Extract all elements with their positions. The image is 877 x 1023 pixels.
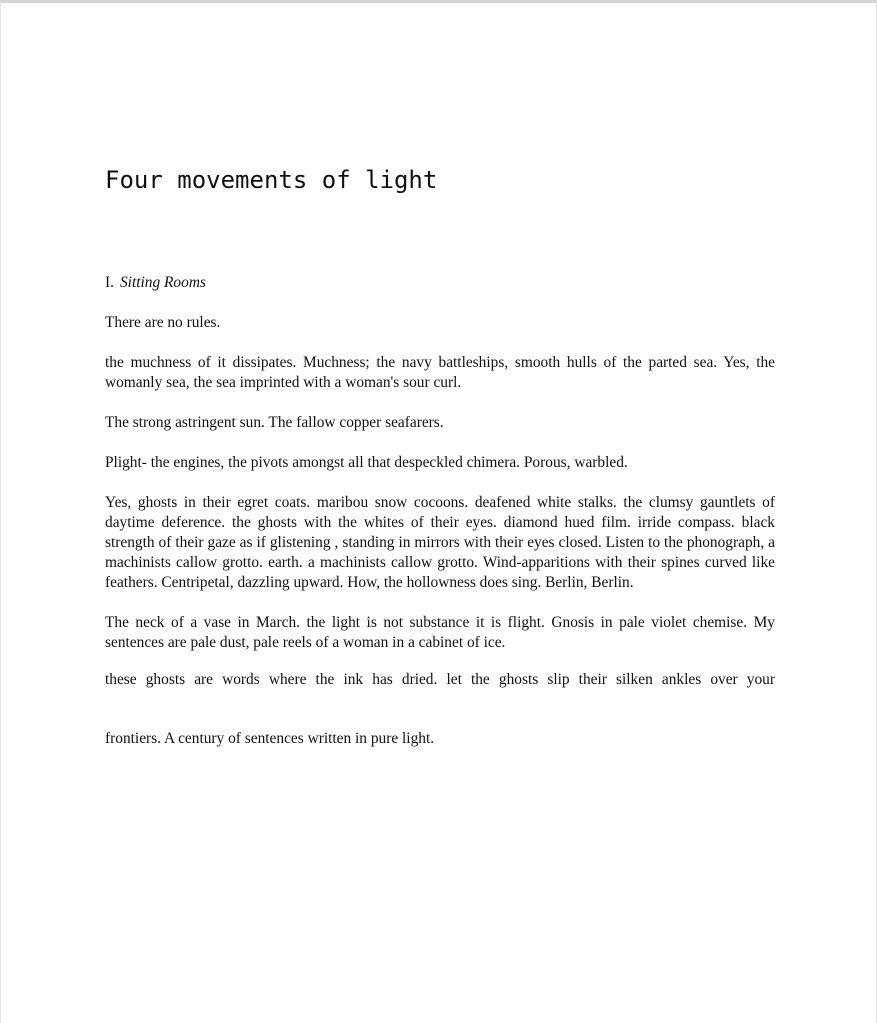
paragraph: these ghosts are words where the ink has dried. let the ghosts slip their silken ankles over your: [105, 671, 775, 688]
document-title: Four movements of light: [105, 166, 438, 194]
section-numeral: I.: [105, 274, 114, 291]
paragraph: the muchness of it dissipates. Muchness; the navy battleships, smooth hulls of the parted sea. Yes, the womanly sea, the sea imprinted with a woman's sour curl.: [105, 354, 775, 391]
paragraph: Plight- the engines, the pivots amongst all that despeckled chimera. Porous, warbled.: [105, 454, 628, 471]
paragraph: There are no rules.: [105, 314, 221, 331]
paragraph: frontiers. A century of sentences written in pure light.: [105, 730, 435, 747]
paragraph: The strong astringent sun. The fallow copper seafarers.: [105, 414, 444, 431]
section-heading: [105, 273, 775, 293]
document-body: [105, 273, 775, 749]
section-name: Sitting Rooms: [119, 274, 206, 291]
paragraph: Yes, ghosts in their egret coats. maribou snow cocoons. deafened white stalks. the clumsy gauntlets of daytime deference. the ghosts with the whites of their eyes. diamond hued film. irride compass. black strength of their gaze as if glistening , standing in mirrors with their eyes closed. Listen to the phonograph, a machinists callow grotto. earth. a machinists callow grotto. Wind-apparitions with their spines curved like feathers. Centripetal, dazzling upward. How, the hollowness does sing. Berlin, Berlin.: [105, 494, 775, 591]
paragraph: The neck of a vase in March. the light is not substance it is flight. Gnosis in pale violet chemise. My sentences are pale dust, pale reels of a woman in a cabinet of ice.: [105, 614, 775, 651]
